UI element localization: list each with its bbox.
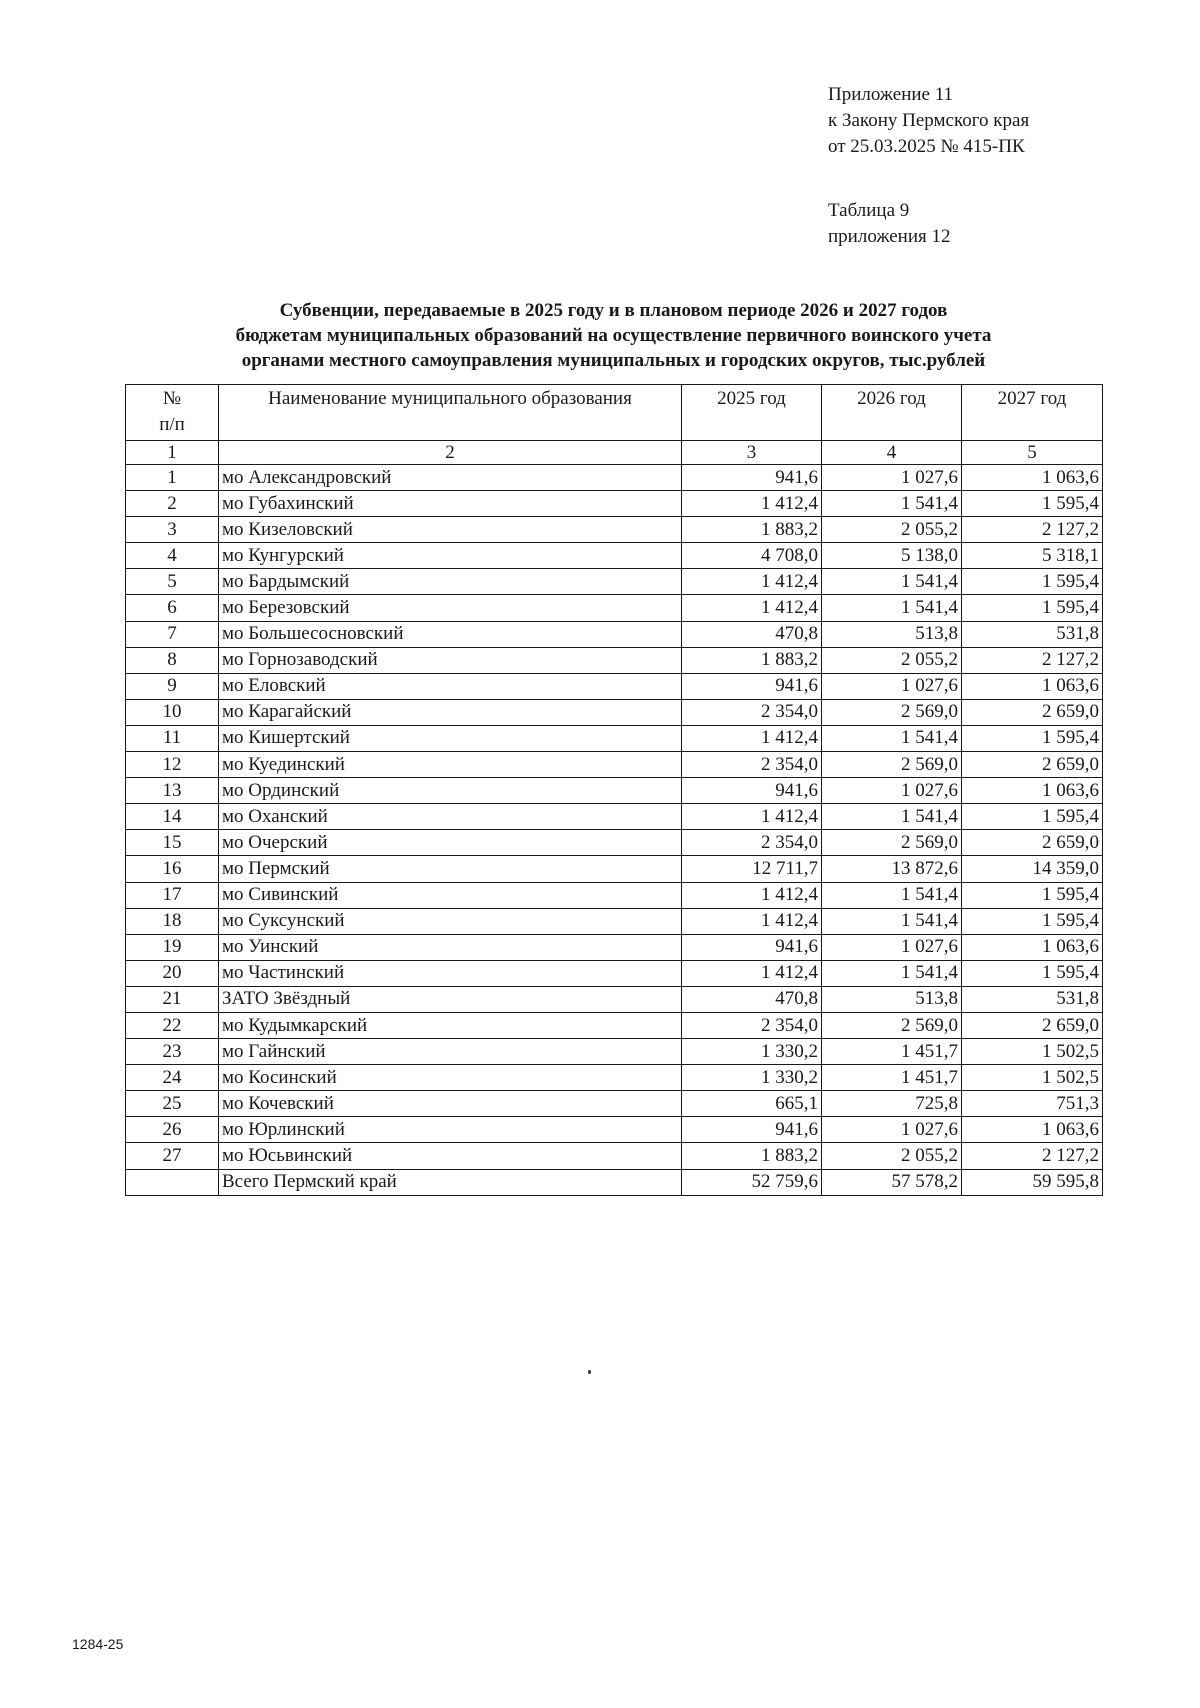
value-2027: 1 063,6 [962, 673, 1103, 699]
table-ref-line-1: Таблица 9 [828, 200, 910, 221]
municipality-name: мо Суксунский [219, 908, 682, 934]
value-2026: 1 451,7 [822, 1065, 962, 1091]
municipality-name: мо Кунгурский [219, 543, 682, 569]
value-2026: 513,8 [822, 621, 962, 647]
value-2025: 12 711,7 [682, 856, 822, 882]
value-2027: 531,8 [962, 621, 1103, 647]
row-number: 5 [126, 569, 219, 595]
value-2027: 2 659,0 [962, 752, 1103, 778]
row-number [126, 1169, 219, 1195]
municipality-name: мо Горнозаводский [219, 647, 682, 673]
value-2025: 1 412,4 [682, 908, 822, 934]
row-number: 16 [126, 856, 219, 882]
table-row [126, 778, 1103, 804]
value-2026: 1 541,4 [822, 725, 962, 751]
municipality-name: мо Ординский [219, 778, 682, 804]
appendix-line-3: от 25.03.2025 № 415-ПК [828, 136, 1025, 157]
value-2027: 1 063,6 [962, 778, 1103, 804]
table-row [126, 569, 1103, 595]
value-2026: 1 027,6 [822, 934, 962, 960]
document-code: 1284-25 [72, 1636, 124, 1652]
value-2026: 2 569,0 [822, 830, 962, 856]
table-row [126, 1065, 1103, 1091]
row-number: 7 [126, 621, 219, 647]
table-row [126, 491, 1103, 517]
municipality-name: мо Бардымский [219, 569, 682, 595]
row-number: 26 [126, 1117, 219, 1143]
value-2026: 5 138,0 [822, 543, 962, 569]
table-row [126, 673, 1103, 699]
row-number: 4 [126, 543, 219, 569]
value-2026: 1 541,4 [822, 595, 962, 621]
value-2027: 751,3 [962, 1091, 1103, 1117]
value-2027: 2 659,0 [962, 830, 1103, 856]
value-2027: 14 359,0 [962, 856, 1103, 882]
value-2025: 470,8 [682, 986, 822, 1012]
value-2027: 1 595,4 [962, 882, 1103, 908]
municipality-name: мо Кудымкарский [219, 1012, 682, 1038]
municipality-name: мо Очерский [219, 830, 682, 856]
value-2025: 941,6 [682, 1117, 822, 1143]
municipality-name: мо Карагайский [219, 699, 682, 725]
table-row [126, 595, 1103, 621]
value-2025: 2 354,0 [682, 1012, 822, 1038]
table-row [126, 699, 1103, 725]
row-number: 10 [126, 699, 219, 725]
value-2026: 2 569,0 [822, 1012, 962, 1038]
table-row [126, 647, 1103, 673]
municipality-name: мо Юрлинский [219, 1117, 682, 1143]
value-2026: 1 541,4 [822, 491, 962, 517]
subventions-table [125, 384, 1103, 1196]
document-title [125, 298, 1102, 373]
value-2026: 1 541,4 [822, 882, 962, 908]
value-2025: 1 412,4 [682, 960, 822, 986]
value-2025: 1 412,4 [682, 804, 822, 830]
table-row [126, 1143, 1103, 1169]
municipality-name: мо Кишертский [219, 725, 682, 751]
table-row [126, 1012, 1103, 1038]
value-2026: 725,8 [822, 1091, 962, 1117]
table-row [126, 725, 1103, 751]
table-row [126, 1091, 1103, 1117]
row-number: 24 [126, 1065, 219, 1091]
value-2027: 1 502,5 [962, 1039, 1103, 1065]
municipality-name: мо Пермский [219, 856, 682, 882]
row-number: 18 [126, 908, 219, 934]
value-2027: 1 595,4 [962, 804, 1103, 830]
header-name: Наименование муниципального образования [219, 385, 682, 441]
appendix-reference [828, 82, 1029, 160]
value-2025: 2 354,0 [682, 699, 822, 725]
value-2025: 52 759,6 [682, 1169, 822, 1195]
row-number: 6 [126, 595, 219, 621]
value-2026: 513,8 [822, 986, 962, 1012]
row-number: 13 [126, 778, 219, 804]
row-number: 2 [126, 491, 219, 517]
value-2025: 941,6 [682, 934, 822, 960]
header-2026: 2026 год [822, 385, 962, 441]
municipality-name: мо Частинский [219, 960, 682, 986]
value-2026: 1 541,4 [822, 569, 962, 595]
municipality-name: мо Александровский [219, 465, 682, 491]
table-row [126, 517, 1103, 543]
table-row [126, 465, 1103, 491]
value-2027: 1 595,4 [962, 569, 1103, 595]
value-2026: 2 569,0 [822, 752, 962, 778]
municipality-name: мо Гайнский [219, 1039, 682, 1065]
table-row [126, 1117, 1103, 1143]
value-2026: 13 872,6 [822, 856, 962, 882]
table-row [126, 830, 1103, 856]
row-number: 17 [126, 882, 219, 908]
value-2025: 1 883,2 [682, 1143, 822, 1169]
table-row [126, 543, 1103, 569]
municipality-name: мо Кизеловский [219, 517, 682, 543]
municipality-name: мо Куединский [219, 752, 682, 778]
value-2025: 1 412,4 [682, 491, 822, 517]
table-ref-line-2: приложения 12 [828, 226, 951, 247]
value-2027: 59 595,8 [962, 1169, 1103, 1195]
value-2026: 57 578,2 [822, 1169, 962, 1195]
value-2026: 1 027,6 [822, 778, 962, 804]
municipality-name: мо Сивинский [219, 882, 682, 908]
value-2025: 4 708,0 [682, 543, 822, 569]
column-number: 4 [822, 441, 962, 465]
municipality-name: ЗАТО Звёздный [219, 986, 682, 1012]
value-2025: 1 412,4 [682, 595, 822, 621]
value-2027: 1 595,4 [962, 491, 1103, 517]
value-2027: 1 063,6 [962, 1117, 1103, 1143]
value-2026: 2 569,0 [822, 699, 962, 725]
row-number: 14 [126, 804, 219, 830]
municipality-name: мо Губахинский [219, 491, 682, 517]
value-2026: 1 027,6 [822, 673, 962, 699]
value-2027: 1 595,4 [962, 595, 1103, 621]
value-2025: 941,6 [682, 673, 822, 699]
row-number: 1 [126, 465, 219, 491]
value-2027: 531,8 [962, 986, 1103, 1012]
value-2026: 1 541,4 [822, 908, 962, 934]
row-number: 8 [126, 647, 219, 673]
value-2026: 1 541,4 [822, 804, 962, 830]
value-2026: 1 027,6 [822, 1117, 962, 1143]
column-number: 5 [962, 441, 1103, 465]
value-2027: 1 063,6 [962, 934, 1103, 960]
municipality-name: мо Юсьвинский [219, 1143, 682, 1169]
value-2025: 2 354,0 [682, 830, 822, 856]
value-2027: 1 595,4 [962, 960, 1103, 986]
value-2025: 1 883,2 [682, 647, 822, 673]
value-2027: 1 063,6 [962, 465, 1103, 491]
value-2027: 2 659,0 [962, 1012, 1103, 1038]
column-number: 1 [126, 441, 219, 465]
value-2025: 1 330,2 [682, 1065, 822, 1091]
value-2026: 2 055,2 [822, 647, 962, 673]
row-number: 27 [126, 1143, 219, 1169]
table-row [126, 752, 1103, 778]
value-2025: 1 883,2 [682, 517, 822, 543]
column-number: 2 [219, 441, 682, 465]
value-2026: 1 451,7 [822, 1039, 962, 1065]
value-2027: 1 595,4 [962, 725, 1103, 751]
header-number-line-1: № [162, 388, 182, 409]
value-2027: 2 127,2 [962, 647, 1103, 673]
municipality-name: мо Кочевский [219, 1091, 682, 1117]
value-2026: 1 541,4 [822, 960, 962, 986]
row-number: 9 [126, 673, 219, 699]
total-row [126, 1169, 1103, 1195]
table-row [126, 908, 1103, 934]
value-2025: 470,8 [682, 621, 822, 647]
appendix-line-1: Приложение 11 [828, 84, 954, 105]
row-number: 3 [126, 517, 219, 543]
row-number: 23 [126, 1039, 219, 1065]
value-2025: 1 412,4 [682, 569, 822, 595]
scan-speck [588, 1370, 591, 1374]
value-2025: 1 330,2 [682, 1039, 822, 1065]
table-row [126, 882, 1103, 908]
value-2027: 2 659,0 [962, 699, 1103, 725]
header-number-line-2: п/п [159, 414, 185, 435]
table-reference [828, 198, 950, 250]
municipality-name: мо Еловский [219, 673, 682, 699]
table-row [126, 960, 1103, 986]
value-2025: 1 412,4 [682, 882, 822, 908]
row-number: 19 [126, 934, 219, 960]
value-2025: 1 412,4 [682, 725, 822, 751]
title-line-3: органами местного самоуправления муниципальных и городских округов, тыс.рублей [241, 350, 986, 371]
table-row [126, 856, 1103, 882]
table-row [126, 986, 1103, 1012]
table-row [126, 804, 1103, 830]
value-2025: 665,1 [682, 1091, 822, 1117]
row-number: 21 [126, 986, 219, 1012]
municipality-name: мо Березовский [219, 595, 682, 621]
value-2027: 2 127,2 [962, 517, 1103, 543]
row-number: 12 [126, 752, 219, 778]
row-number: 22 [126, 1012, 219, 1038]
municipality-name: мо Оханский [219, 804, 682, 830]
column-number-row [126, 441, 1103, 465]
column-number: 3 [682, 441, 822, 465]
value-2026: 1 027,6 [822, 465, 962, 491]
value-2027: 2 127,2 [962, 1143, 1103, 1169]
table-row [126, 934, 1103, 960]
table-row [126, 1039, 1103, 1065]
table-header-row [126, 385, 1103, 441]
row-number: 20 [126, 960, 219, 986]
value-2025: 941,6 [682, 778, 822, 804]
table-row [126, 621, 1103, 647]
header-2027: 2027 год [962, 385, 1103, 441]
value-2026: 2 055,2 [822, 517, 962, 543]
value-2026: 2 055,2 [822, 1143, 962, 1169]
value-2027: 5 318,1 [962, 543, 1103, 569]
municipality-name: мо Большесосновский [219, 621, 682, 647]
value-2027: 1 595,4 [962, 908, 1103, 934]
row-number: 15 [126, 830, 219, 856]
row-number: 25 [126, 1091, 219, 1117]
value-2027: 1 502,5 [962, 1065, 1103, 1091]
appendix-line-2: к Закону Пермского края [828, 110, 1030, 131]
municipality-name: мо Уинский [219, 934, 682, 960]
header-2025: 2025 год [682, 385, 822, 441]
header-number [126, 385, 219, 441]
table-body [126, 465, 1103, 1196]
title-line-2: бюджетам муниципальных образований на осуществление первичного воинского учета [235, 325, 992, 346]
title-line-1: Субвенции, передаваемые в 2025 году и в плановом периоде 2026 и 2027 годов [279, 300, 948, 321]
value-2025: 941,6 [682, 465, 822, 491]
municipality-name: мо Косинский [219, 1065, 682, 1091]
value-2025: 2 354,0 [682, 752, 822, 778]
row-number: 11 [126, 725, 219, 751]
municipality-name: Всего Пермский край [219, 1169, 682, 1195]
